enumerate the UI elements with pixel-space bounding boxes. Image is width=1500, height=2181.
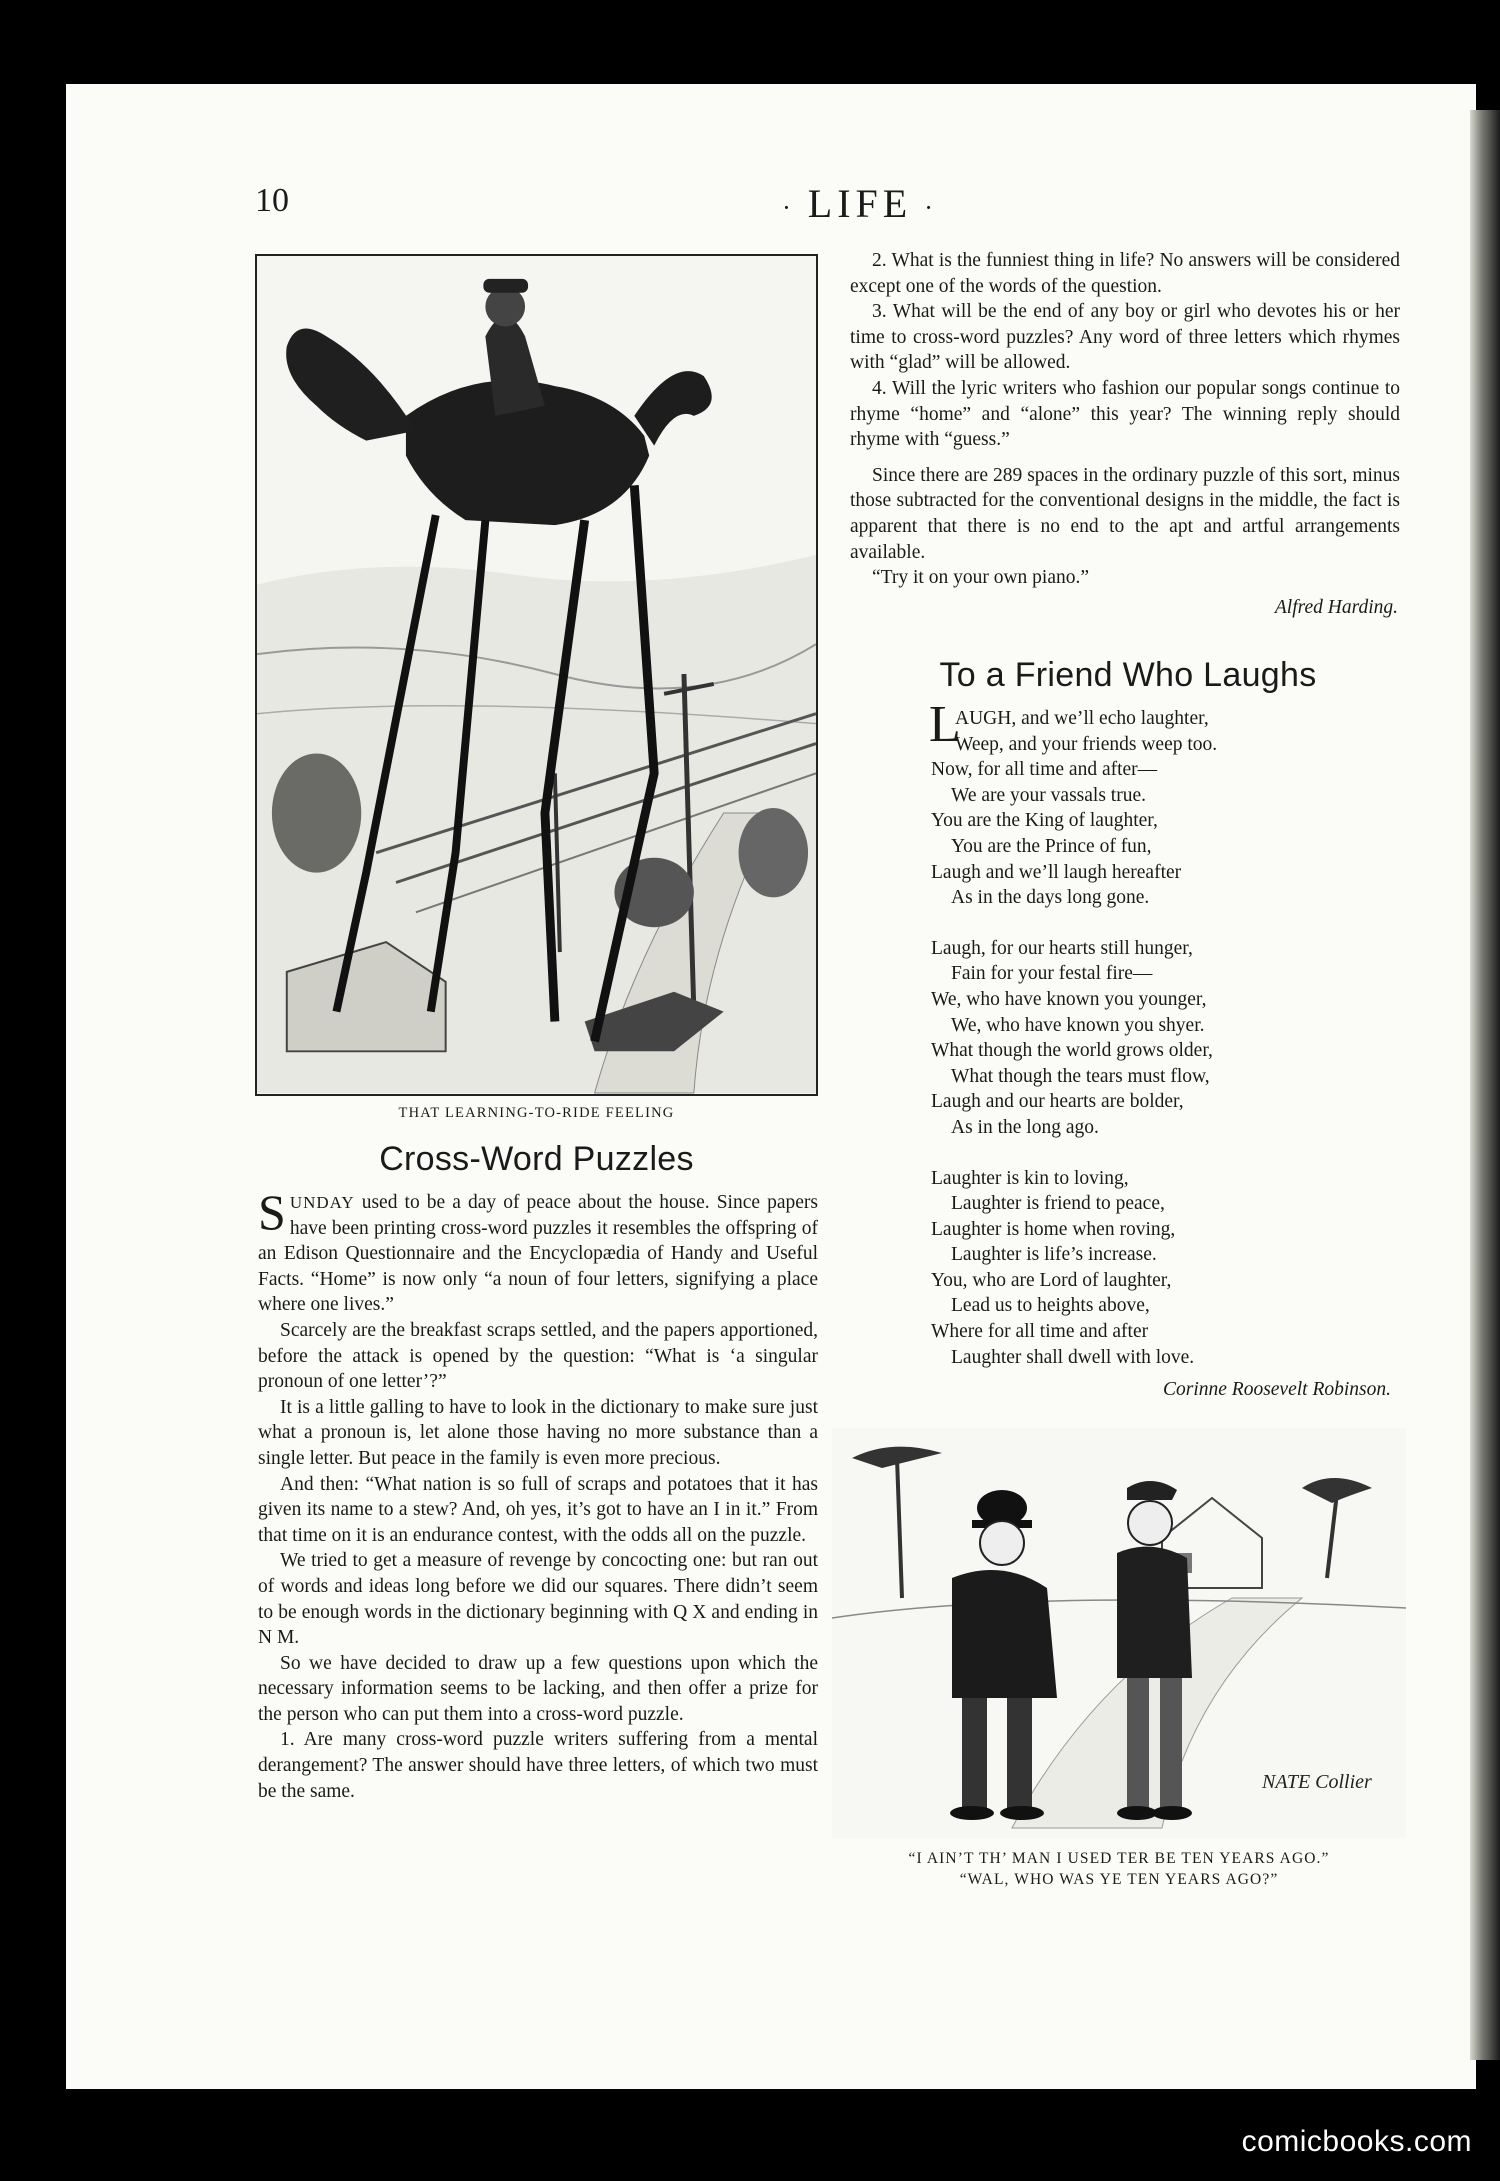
paragraph-text: used to be a day of peace about the house. Since papers have been printing cross-word puzzles it resembles the offspring of an Edison Questionnaire and the Encyclopædia of Handy and Useful Facts. “Home” is now only “a noun of four letters, signifying a place where one lives.” bbox=[258, 1192, 818, 1316]
stilt-horse-drawing bbox=[257, 256, 816, 1094]
article-paragraph: 1. Are many cross-word puzzle writers suffering from a mental derangement? The answer should have three letters, of which two must be the same. bbox=[258, 1729, 818, 1802]
poem-line: Laughter shall dwell with love. bbox=[951, 1346, 1195, 1368]
article-paragraph-1 bbox=[258, 1184, 818, 1318]
poem-author: Corinne Roosevelt Robinson. bbox=[1162, 1379, 1391, 1401]
article-paragraph: It is a little galling to have to look in the dictionary to make sure just what a pronoun is, let alone those having no more substance than a single letter. But peace in the family is even more precious. bbox=[258, 1396, 818, 1469]
page-spine-shadow bbox=[1470, 110, 1500, 2060]
cartoon-caption-line-1: “I AIN’T TH’ MAN I USED TER BE TEN YEARS AGO.” bbox=[908, 1850, 1330, 1867]
poem-stanza-1 bbox=[929, 696, 1401, 911]
poem bbox=[929, 696, 1401, 1403]
poem-drop-cap: L bbox=[929, 696, 961, 753]
poem-line: Weep, and your friends weep too. bbox=[955, 733, 1218, 755]
poem-line: You are the King of laughter, bbox=[931, 810, 1158, 832]
article-paragraph: 4. Will the lyric writers who fashion our popular songs continue to rhyme “home” and “alone” this year? The winning reply should rhyme with “guess.” bbox=[850, 377, 1400, 451]
poem-line: Laugh, for our hearts still hunger, bbox=[931, 937, 1193, 959]
poem-line: Now, for all time and after— bbox=[931, 759, 1158, 781]
masthead-dot-left: · bbox=[782, 192, 796, 222]
cartoon-caption-line-2: “WAL, WHO WAS YE TEN YEARS AGO?” bbox=[959, 1871, 1279, 1888]
poem-line: Laughter is kin to loving, bbox=[931, 1167, 1129, 1189]
page-number: 10 bbox=[255, 182, 289, 219]
article-author: Alfred Harding. bbox=[1274, 596, 1398, 618]
article-paragraph: Scarcely are the breakfast scraps settled, and the papers apportioned, before the attack is opened by the question: “What is ‘a singular pronoun of one letter’?” bbox=[258, 1319, 818, 1393]
article-column-right bbox=[850, 248, 1400, 620]
poem-line: We, who have known you younger, bbox=[931, 988, 1207, 1010]
poem-line: Lead us to heights above, bbox=[951, 1295, 1150, 1317]
poem-line: We are your vassals true. bbox=[951, 784, 1146, 806]
cartoon-signature: NATE Collier bbox=[1262, 1771, 1372, 1793]
poem-line: Laugh and we’ll laugh hereafter bbox=[931, 861, 1182, 883]
poem-line: As in the long ago. bbox=[951, 1116, 1099, 1138]
article-paragraph: So we have decided to draw up a few questions upon which the necessary information seems to be lacking, and then offer a prize for the person who can put them into a cross-word puzzle. bbox=[258, 1652, 818, 1725]
poem-line: What though the world grows older, bbox=[931, 1040, 1213, 1062]
article-paragraph: Since there are 289 spaces in the ordinary puzzle of this sort, minus those subtracted for the conventional designs in the middle, the fact is apparent that there is no end to the apt and artful arrangements available. bbox=[850, 464, 1400, 563]
illustration-caption: THAT LEARNING-TO-RIDE FEELING bbox=[398, 1105, 675, 1121]
poem-stanza-3 bbox=[931, 1166, 1401, 1371]
opening-word: UNDAY bbox=[289, 1193, 355, 1212]
poem-stanza-2 bbox=[931, 936, 1401, 1141]
article-column-left bbox=[258, 1184, 818, 1804]
horse-illustration bbox=[255, 254, 818, 1096]
poem-line: Laughter is home when roving, bbox=[931, 1218, 1176, 1240]
article-title: Cross-Word Puzzles bbox=[379, 1140, 694, 1178]
cartoon-caption bbox=[832, 1848, 1406, 1890]
masthead-dot-right: · bbox=[924, 192, 938, 222]
poem-line-text: AUGH, and we’ll echo laughter, bbox=[955, 708, 1209, 729]
article-paragraph: We tried to get a measure of revenge by concocting one: but ran out of words and ideas long before we did our squares. There didn’t seem to be enough words in the dictionary beginning with Q X and ending in N M. bbox=[258, 1550, 818, 1649]
poem-line: What though the tears must flow, bbox=[951, 1065, 1210, 1087]
article-paragraph: And then: “What nation is so full of scraps and potatoes that it has given its name to a stew? And, oh yes, it’s got to have an I in it.” From that time on it is an endurance contest, with the odds all on the puzzle. bbox=[258, 1473, 818, 1546]
poem-line: As in the days long gone. bbox=[951, 887, 1150, 909]
article-paragraph: 3. What will be the end of any boy or girl who devotes his or her time to cross-word puzzles? Any word of three letters which rhymes with “glad” will be allowed. bbox=[850, 301, 1400, 374]
poem-line: You are the Prince of fun, bbox=[951, 835, 1152, 857]
article-paragraph: 2. What is the funniest thing in life? No answers will be considered except one of the words of the question. bbox=[850, 250, 1400, 297]
cartoon-illustration bbox=[832, 1428, 1406, 1838]
site-watermark: comicbooks.com bbox=[1241, 2125, 1472, 2158]
poem-line: You, who are Lord of laughter, bbox=[931, 1269, 1172, 1291]
poem-line: We, who have known you shyer. bbox=[951, 1014, 1205, 1036]
two-men-cartoon-drawing bbox=[832, 1428, 1406, 1838]
masthead-title: LIFE bbox=[807, 181, 913, 226]
drop-cap: S bbox=[258, 1184, 286, 1240]
poem-line: Laughter is life’s increase. bbox=[951, 1244, 1157, 1266]
poem-line: Laugh and our hearts are bolder, bbox=[931, 1091, 1184, 1113]
masthead bbox=[740, 180, 980, 227]
poem-line: Fain for your festal fire— bbox=[951, 963, 1153, 985]
page-header bbox=[0, 182, 1500, 232]
poem-title: To a Friend Who Laughs bbox=[939, 656, 1317, 694]
poem-line: Where for all time and after bbox=[931, 1321, 1149, 1343]
article-paragraph: “Try it on your own piano.” bbox=[872, 567, 1090, 589]
poem-line: Laughter is friend to peace, bbox=[951, 1193, 1165, 1215]
